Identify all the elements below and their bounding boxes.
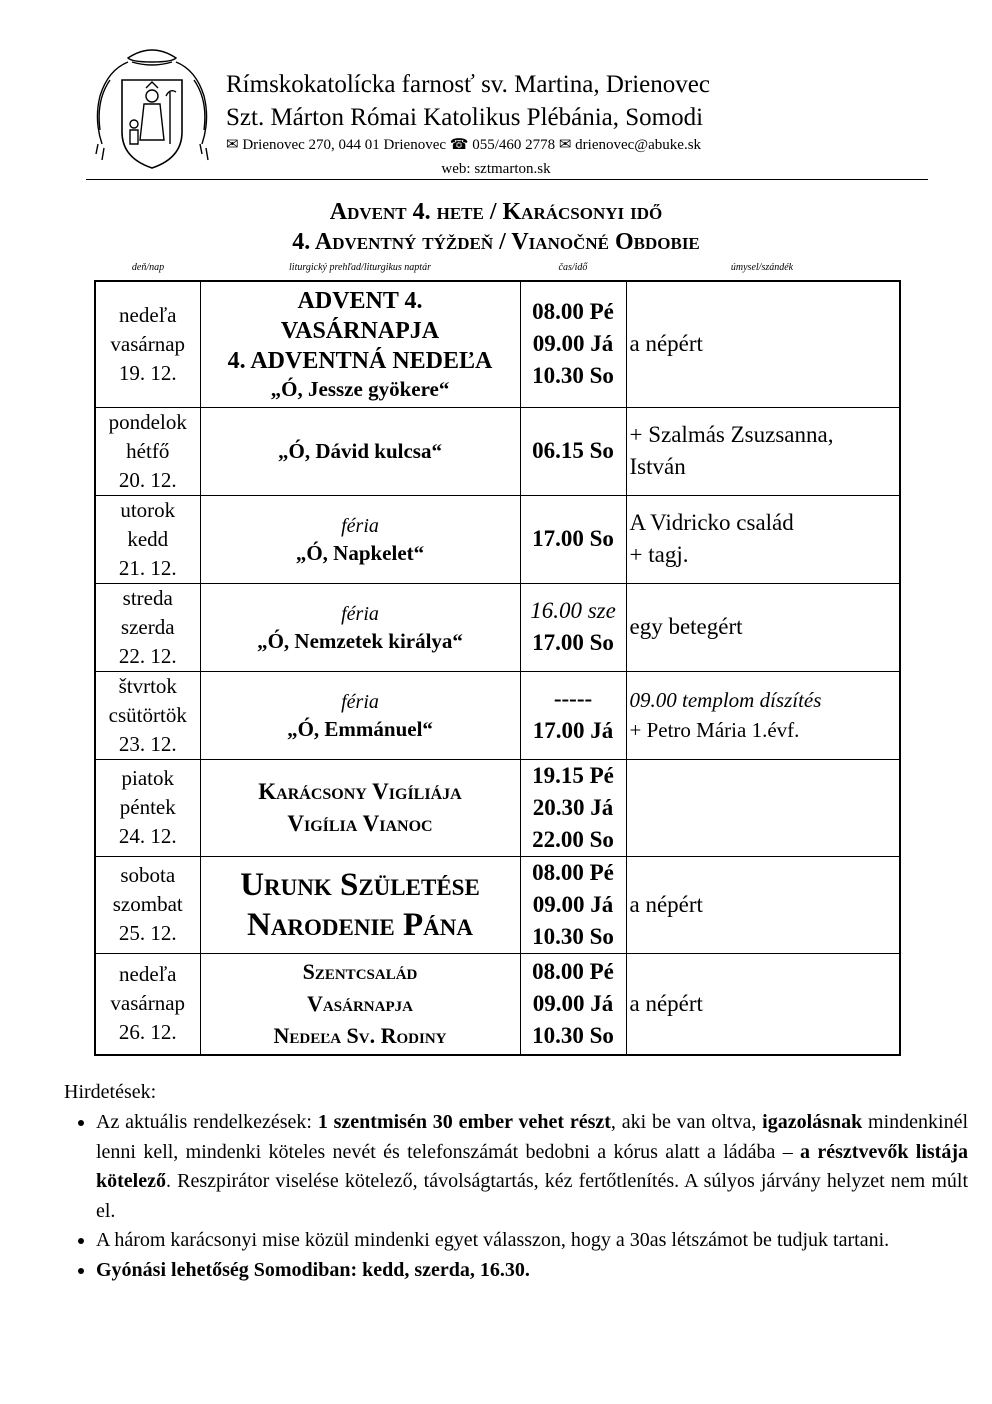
feast-title: Narodenie Pána [246,906,474,943]
list-item [96,1256,968,1286]
intention-text: A Vidricko család [629,510,794,535]
time-cell [520,583,626,671]
day-date: 21. 12. [118,555,177,580]
parish-name-slovak: Rímskokatolícka farnosť sv. Martina, Drienovec [226,71,710,98]
day-cell [95,671,200,759]
column-header-intention: úmysel/szándék [730,262,794,273]
list-item [96,1226,968,1256]
mass-time: 08.00 Pé [532,958,614,984]
mass-time: ----- [553,686,593,711]
day-cell [95,281,200,407]
table-row [95,583,900,671]
mass-time: 17.00 Já [532,718,614,743]
column-header-liturgy: liturgický prehľad/liturgikus naptár [289,262,431,273]
table-row [95,856,900,953]
mass-time: 17.00 So [532,526,614,551]
parish-name-hungarian: Szt. Márton Római Katolikus Plébánia, Somodi [226,104,704,131]
day-name-hungarian: csütörtök [108,702,187,727]
mass-time: 08.00 Pé [532,859,614,885]
feast-title: Urunk Születése [240,866,480,903]
intention-cell [626,495,900,583]
feria-label: féria [341,602,379,625]
feria-label: féria [341,690,379,713]
column-header-day: deň/nap [131,262,165,273]
time-cell [520,856,626,953]
liturgy-cell [200,583,520,671]
feast-title: Vigília Vianoc [287,810,433,836]
document-title-line2: 4. Adventný týždeň / Vianočné Obdobie [292,229,700,255]
intention-cell [626,856,900,953]
mass-time: 09.00 Já [532,891,614,917]
antiphon-title: „Ó, Dávid kulcsa“ [278,438,442,463]
mass-time: 08.00 Pé [532,299,614,325]
feast-title: Karácsony Vigíliája [258,778,462,804]
mass-time: 10.30 So [532,363,614,389]
day-date: 26. 12. [118,1020,177,1045]
intention-cell [626,583,900,671]
day-name-slovak: štvrtok [118,673,177,698]
day-date: 19. 12. [118,360,177,385]
header-divider [86,179,928,180]
intention-text: a népért [629,990,703,1016]
liturgy-cell [200,759,520,856]
day-name-hungarian: szerda [120,614,175,639]
column-header-time: čas/idő [558,262,588,273]
liturgy-cell [200,953,520,1055]
mass-time: 09.00 Já [532,990,614,1016]
table-row [95,671,900,759]
mass-time: 10.30 So [532,923,614,949]
day-name-slovak: utorok [120,497,176,522]
day-date: 20. 12. [118,467,177,492]
schedule-table [94,280,901,1056]
day-name-hungarian: kedd [127,526,169,551]
mass-time: 16.00 sze [530,598,616,623]
day-cell [95,953,200,1055]
notice-emphasis: a résztvevők listája kötelező [96,1140,968,1192]
day-cell [95,407,200,495]
feast-title: ADVENT 4. [297,287,423,314]
intention-text: + Szalmás Zsuzsanna, [629,422,834,447]
feast-title: Szentcsalád [302,958,418,984]
day-name-hungarian: vasárnap [110,331,186,356]
intention-cell [626,407,900,495]
time-cell [520,759,626,856]
time-cell [520,953,626,1055]
liturgy-cell [200,495,520,583]
day-cell [95,856,200,953]
mass-time: 19.15 Pé [532,762,614,788]
antiphon-title: „Ó, Nemzetek királya“ [257,628,463,653]
intention-text: egy betegért [629,614,743,639]
antiphon-title: „Ó, Napkelet“ [295,540,425,565]
day-name-slovak: piatok [121,766,174,790]
notice-text: Az aktuális rendelkezések: [96,1111,318,1133]
day-name-hungarian: vasárnap [110,991,186,1016]
mass-time: 17.00 So [532,630,614,655]
table-row [95,953,900,1055]
liturgy-cell [200,856,520,953]
antiphon-title: „Ó, Jessze gyökere“ [270,376,450,401]
day-cell [95,583,200,671]
day-date: 22. 12. [118,643,177,668]
parish-crest-logo [88,40,216,176]
mass-time: 06.15 So [532,438,614,463]
intention-text: a népért [629,891,703,917]
website-line: web: sztmarton.sk [441,161,551,177]
day-name-hungarian: hétfő [126,438,170,463]
day-cell [95,759,200,856]
table-row [95,759,900,856]
table-row [95,407,900,495]
notice-text: . Reszpirátor viselése kötelező, távolságtartás, kéz fertőtlenítés. A súlyos járvány helyzet nem múlt el. [96,1170,968,1222]
intention-cell [626,953,900,1055]
mass-time: 22.00 So [532,826,614,852]
intention-text: István [629,454,686,479]
intention-text: + tagj. [629,542,689,567]
intention-text: a népért [629,331,703,357]
liturgy-cell [200,407,520,495]
feast-title: VASÁRNAPJA [280,317,440,344]
intention-cell [626,281,900,407]
day-cell [95,495,200,583]
time-cell [520,281,626,407]
time-cell [520,495,626,583]
day-date: 25. 12. [118,921,177,945]
feast-title: Nedeľa Sv. Rodiny [273,1022,447,1048]
day-name-slovak: nedeľa [119,962,177,987]
intention-text: 09.00 templom díszítés [629,688,822,712]
time-cell [520,407,626,495]
notice-text: A három karácsonyi mise közül mindenki egyet válasszon, hogy a 30as létszámot be tudjuk tartani. [96,1229,890,1251]
notices-heading: Hirdetések: [64,1081,157,1103]
day-name-slovak: nedeľa [119,302,177,327]
list-item [96,1108,968,1226]
day-name-slovak: pondelok [108,409,187,434]
intention-text: + Petro Mária 1.évf. [629,718,800,742]
day-name-slovak: sobota [120,863,176,887]
feria-label: féria [341,514,379,537]
notices-list [62,1108,968,1285]
document-title-line1: Advent 4. hete / Karácsonyi idő [329,199,663,225]
intention-cell [626,759,900,856]
table-row [95,495,900,583]
notice-emphasis: igazolásnak [762,1111,863,1133]
notice-emphasis: Gyónási lehetőség Somodiban: kedd, szerda, 16.30. [96,1258,530,1281]
liturgy-cell [200,671,520,759]
feast-title: Vasárnapja [307,990,413,1016]
liturgy-cell [200,281,520,407]
day-name-hungarian: szombat [112,892,183,916]
notice-emphasis: 1 szentmisén 30 ember vehet részt [317,1111,611,1133]
day-date: 24. 12. [118,824,177,848]
mass-time: 09.00 Já [532,331,614,357]
day-date: 23. 12. [118,731,177,756]
mass-time: 10.30 So [532,1022,614,1048]
mass-time: 20.30 Já [532,794,614,820]
day-name-slovak: streda [122,585,173,610]
time-cell [520,671,626,759]
notice-text: mindenkinél lenni kell, mindenki köteles nevét és telefonszámát bedobni a kórus alatt a ládába – [96,1111,969,1163]
day-name-hungarian: péntek [119,795,176,819]
notice-text: , aki be van oltva, [610,1111,763,1133]
table-row [95,281,900,407]
contact-line: ✉ Drienovec 270, 044 01 Drienovec ☎ 055/460 2778 ✉ drienovec@abuke.sk [226,137,702,153]
feast-title: 4. ADVENTNÁ NEDEĽA [227,347,493,374]
intention-cell [626,671,900,759]
antiphon-title: „Ó, Emmánuel“ [287,716,433,741]
